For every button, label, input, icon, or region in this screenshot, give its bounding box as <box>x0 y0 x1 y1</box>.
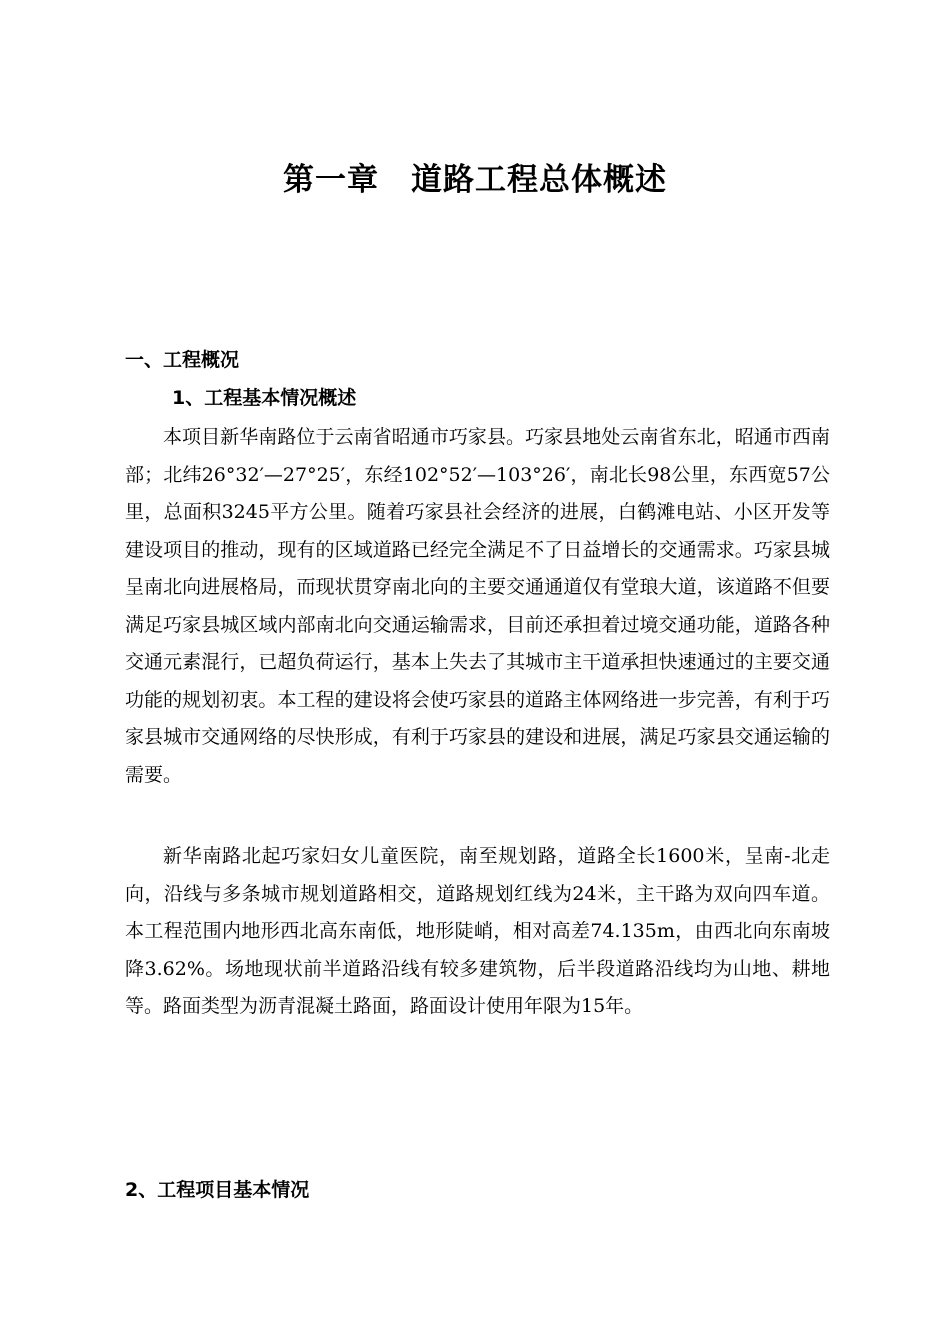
paragraph-road-description: 新华南路北起巧家妇女儿童医院，南至规划路，道路全长1600米，呈南-北走向，沿线与多条城市规划道路相交，道路规划红线为24米，主干路为双向四车道。本工程范围内地形西北高东南低，地形陡峭，相对高差74.135m，由西北向东南坡降3.62%。场地现状前半道路沿线有较多建筑物，后半段道路沿线均为山地、耕地等。路面类型为沥青混凝土路面，路面设计使用年限为15年。 <box>125 845 830 1017</box>
paragraph-project-location: 本项目新华南路位于云南省昭通市巧家县。巧家县地处云南省东北，昭通市西南部；北纬26°32′—27°25′，东经102°52′—103°26′，南北长98公里，东西宽57公里，总面积3245平方公里。随着巧家县社会经济的进展，白鹤滩电站、小区开发等建设项目的推动，现有的区域道路已经完全满足不了日益增长的交通需求。巧家县城呈南北向进展格局，而现状贯穿南北向的主要交通通道仅有堂琅大道，该道路不但要满足巧家县城区域内部南北向交通运输需求，目前还承担着过境交通功能，道路各种交通元素混行，已超负荷运行，基本上失去了其城市主干道承担快速通过的主要交通功能的规划初衷。本工程的建设将会使巧家县的道路主体网络进一步完善，有利于巧家县城市交通网络的尽快形成，有利于巧家县的建设和进展，满足巧家县交通运输的需要。 <box>125 426 830 786</box>
section-heading-overview: 一、工程概况 <box>125 349 240 371</box>
subsection-heading-project-basic: 2、工程项目基本情况 <box>125 1179 310 1201</box>
subsection-heading-basic-overview: 1、工程基本情况概述 <box>172 387 357 409</box>
chapter-title: 第一章 道路工程总体概述 <box>283 162 667 198</box>
